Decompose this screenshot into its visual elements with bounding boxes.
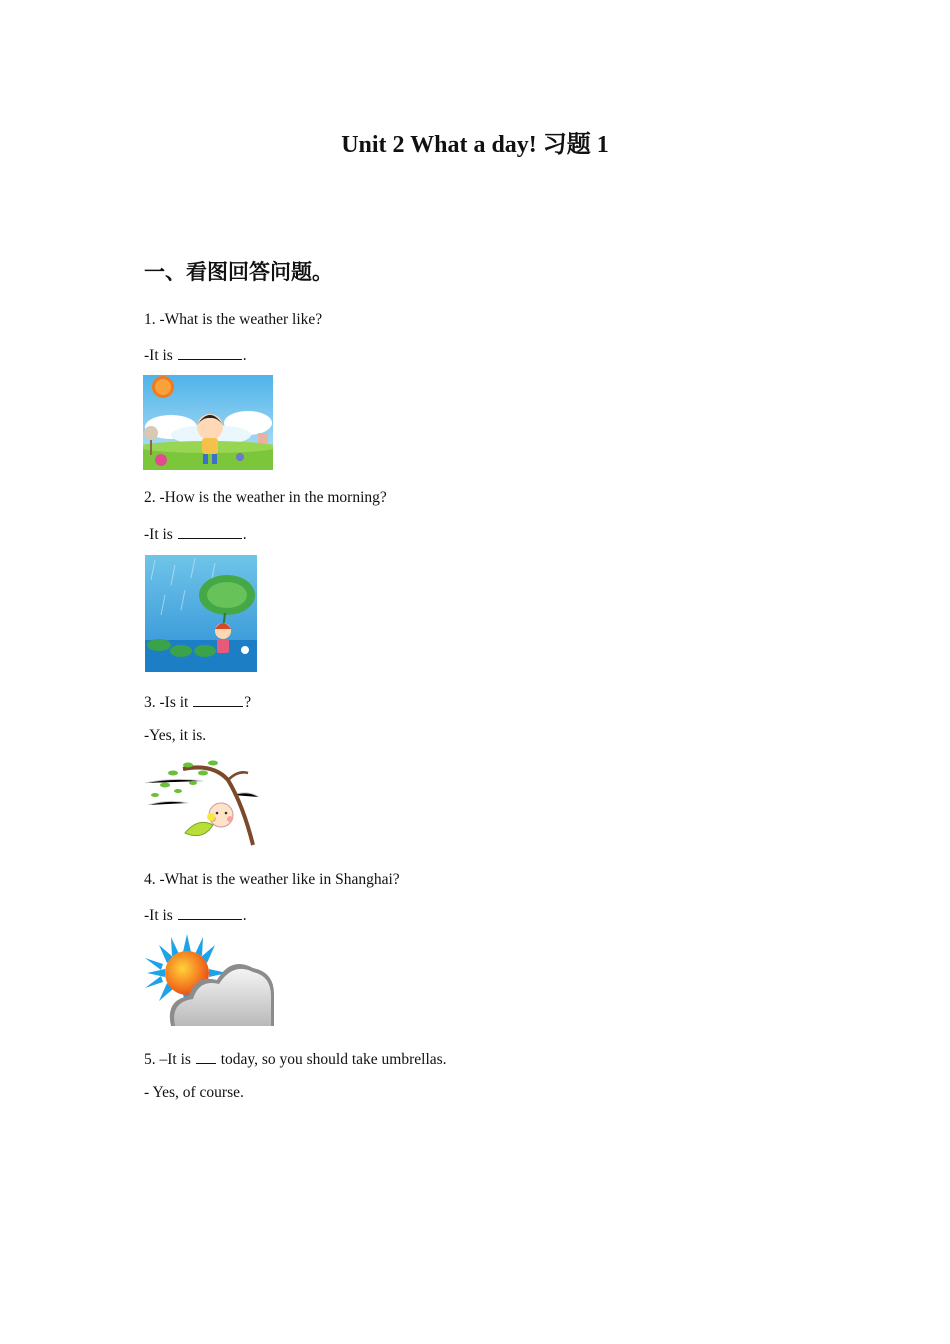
- question-text-suffix: today, so you should take umbrellas.: [220, 1051, 447, 1068]
- question-4-prompt: [144, 871, 400, 889]
- answer-text: -Yes, it is.: [144, 727, 207, 744]
- section-heading: 一、看图回答问题。: [144, 260, 333, 284]
- question-5-prompt: [144, 1049, 447, 1069]
- answer-blank[interactable]: [178, 524, 242, 539]
- question-number: 1.: [144, 311, 156, 328]
- question-text: -How is the weather in the morning?: [159, 489, 387, 506]
- question-2-prompt: [144, 489, 387, 507]
- question-text: -What is the weather like?: [159, 311, 323, 328]
- question-3-answer: [144, 727, 206, 745]
- question-text-suffix: ?: [244, 694, 252, 711]
- sun-cloud-picture: [143, 934, 274, 1026]
- page-title: Unit 2 What a day! 习题 1: [341, 132, 609, 158]
- answer-prefix: -It is: [144, 347, 173, 364]
- answer-prefix: -It is: [144, 907, 173, 924]
- question-1-prompt: [144, 311, 322, 329]
- question-number: 5.: [144, 1051, 156, 1068]
- answer-blank[interactable]: [178, 905, 242, 920]
- question-2-answer: [144, 524, 247, 544]
- sunny-boy-picture: [143, 375, 273, 470]
- sun-icon: [152, 376, 174, 398]
- question-4-answer: [144, 905, 247, 925]
- question-3-prompt: [144, 692, 251, 712]
- answer-text: - Yes, of course.: [144, 1084, 244, 1101]
- answer-suffix: .: [242, 347, 247, 364]
- question-5-answer: [144, 1084, 244, 1102]
- answer-suffix: .: [242, 526, 247, 543]
- answer-suffix: .: [242, 907, 247, 924]
- answer-blank[interactable]: [196, 1049, 216, 1064]
- question-number: 4.: [144, 871, 156, 888]
- rainy-girl-lotus-leaf-picture: [145, 555, 257, 672]
- answer-blank[interactable]: [178, 345, 242, 360]
- answer-prefix: -It is: [144, 526, 173, 543]
- question-text: -What is the weather like in Shanghai?: [159, 871, 400, 888]
- windy-tree-picture: [143, 755, 261, 847]
- answer-blank[interactable]: [193, 692, 243, 707]
- question-text-prefix: -Is it: [159, 694, 189, 711]
- question-text-prefix: –It is: [159, 1051, 191, 1068]
- question-number: 3.: [144, 694, 156, 711]
- question-number: 2.: [144, 489, 156, 506]
- question-1-answer: [144, 345, 247, 365]
